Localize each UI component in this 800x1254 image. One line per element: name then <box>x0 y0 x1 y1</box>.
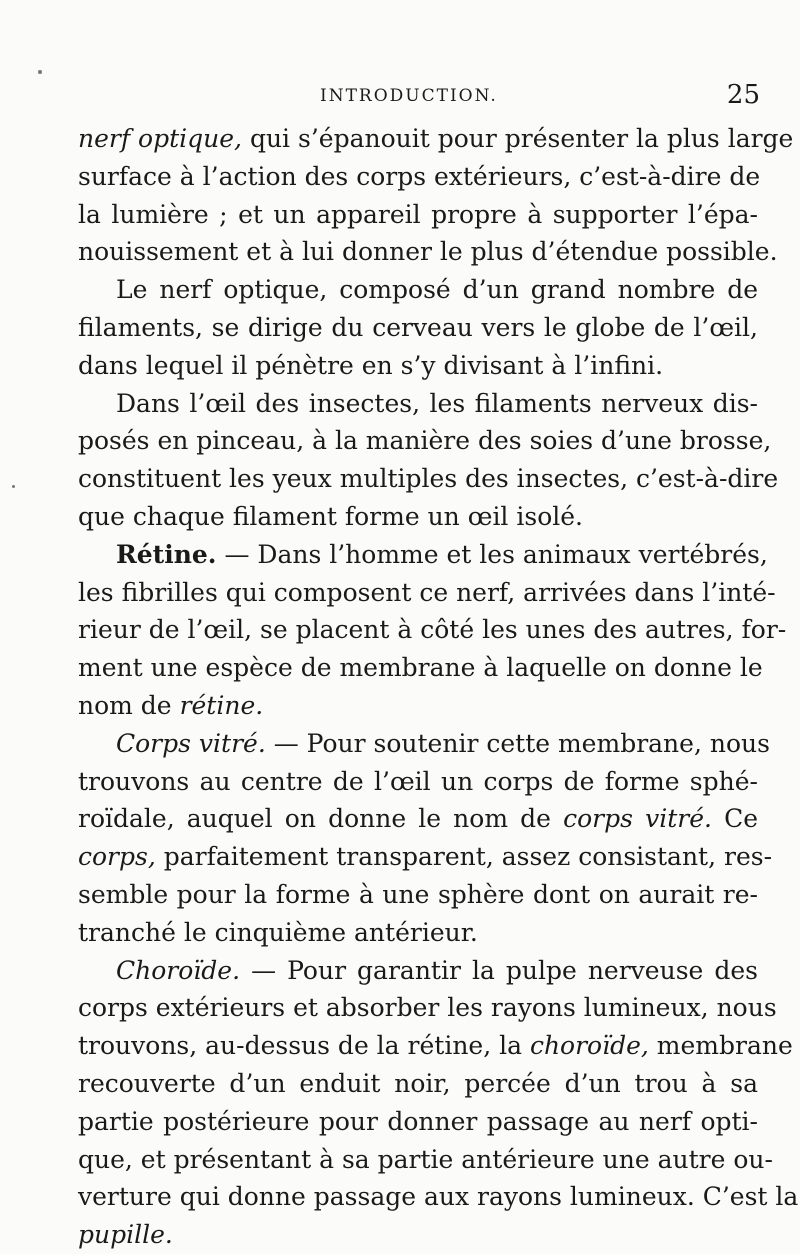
line-text: constituent les yeux multiples des insectes, c’est-à-dire <box>78 464 779 494</box>
text-line <box>78 271 758 309</box>
text-line <box>78 989 777 1027</box>
line-text: dans lequel il pénètre en s’y divisant à l’infini. <box>78 350 664 380</box>
text-line <box>78 876 758 914</box>
text-line <box>78 1065 758 1103</box>
line-text: verture qui donne passage aux rayons lumineux. C’est la <box>78 1182 799 1212</box>
italic-term: nerf optique, <box>78 124 242 153</box>
text-line <box>78 309 758 347</box>
text-line <box>78 1027 793 1065</box>
text-line <box>78 914 758 952</box>
text-line <box>78 649 763 687</box>
running-title: INTRODUCTION. <box>320 86 498 106</box>
line-text: nouissement et à lui donner le plus d’étendue possible. <box>78 237 778 267</box>
text-line <box>78 611 787 649</box>
text-line <box>78 1178 799 1216</box>
line-text: roïdale, auquel on donne le nom de <box>78 804 564 834</box>
line-text: ment une espèce de membrane à laquelle on donne le <box>78 653 763 683</box>
text-line <box>78 233 778 271</box>
text-line <box>78 838 773 876</box>
paper-speck <box>38 70 42 74</box>
text-line <box>78 120 794 158</box>
text-line <box>78 800 758 838</box>
line-text: posés en pinceau, à la manière des soies d’une brosse, <box>78 426 772 456</box>
italic-term: corps, <box>78 842 156 872</box>
line-text: nom de <box>78 690 180 720</box>
line-text: — Pour soutenir cette membrane, nous <box>265 728 770 758</box>
line-text: tranché le cinquième antérieur. <box>78 917 478 947</box>
text-line <box>78 460 779 498</box>
italic-term: Corps vitré. <box>116 728 266 758</box>
line-text: rieur de l’œil, se placent à côté les unes des autres, for- <box>78 615 787 645</box>
text-line <box>78 952 758 990</box>
line-text: filaments, se dirige du cerveau vers le globe de l’œil, <box>78 312 758 342</box>
line-text: partie postérieure pour donner passage au nerf opti- <box>78 1106 758 1136</box>
italic-term: Choroïde. <box>116 955 241 985</box>
italic-term: pupille. <box>78 1220 173 1250</box>
text-line <box>78 1141 773 1179</box>
paper-speck <box>12 485 15 488</box>
line-text: Dans l’œil des insectes, les filaments nerveux dis- <box>116 388 758 418</box>
line-text: — Pour garantir la pulpe nerveuse des <box>240 955 758 985</box>
text-line <box>78 422 772 460</box>
body-text <box>78 120 799 1254</box>
line-text: Ce <box>711 804 758 834</box>
line-text: parfaitement transparent, assez consistant, res- <box>155 842 773 872</box>
line-text: Le nerf optique, composé d’un grand nombre de <box>116 275 758 305</box>
line-text: trouvons au centre de l’œil un corps de forme sphé- <box>78 766 758 796</box>
page-number: 25 <box>726 80 760 110</box>
text-line <box>78 347 758 385</box>
text-line <box>78 196 758 234</box>
italic-term: rétine. <box>179 690 264 720</box>
bold-heading: Rétine. <box>116 539 217 569</box>
text-line <box>78 498 758 536</box>
page-header <box>78 80 758 120</box>
text-line <box>78 385 758 423</box>
line-text: les fibrilles qui composent ce nerf, arrivées dans l’inté- <box>78 577 776 607</box>
text-line <box>78 763 758 801</box>
line-text: semble pour la forme à une sphère dont on aurait re- <box>78 879 758 909</box>
line-text: corps extérieurs et absorber les rayons lumineux, nous <box>78 993 777 1023</box>
text-line <box>78 158 761 196</box>
italic-term: choroïde, <box>529 1031 649 1061</box>
text-line <box>78 536 768 574</box>
line-text: recouverte d’un enduit noir, percée d’un trou à sa <box>78 1068 758 1098</box>
text-line <box>78 1216 758 1254</box>
line-text: que chaque filament forme un œil isolé. <box>78 501 583 531</box>
text-line <box>78 687 758 725</box>
line-text: que, et présentant à sa partie antérieure une autre ou- <box>78 1144 773 1174</box>
italic-term: corps vitré. <box>563 804 712 834</box>
text-line <box>78 725 770 763</box>
book-page <box>78 80 799 1254</box>
line-text: — Dans l’homme et les animaux vertébrés, <box>216 539 768 569</box>
text-line <box>78 574 776 612</box>
text-line <box>78 1103 758 1141</box>
line-text: la lumière ; et un appareil propre à supporter l’épa- <box>78 199 758 229</box>
line-text: surface à l’action des corps extérieurs, c’est-à-dire de <box>78 161 761 191</box>
line-text: trouvons, au-dessus de la rétine, la <box>78 1031 530 1061</box>
line-text: membrane <box>648 1031 793 1061</box>
line-text: qui s’épanouit pour présenter la plus large <box>242 124 794 153</box>
